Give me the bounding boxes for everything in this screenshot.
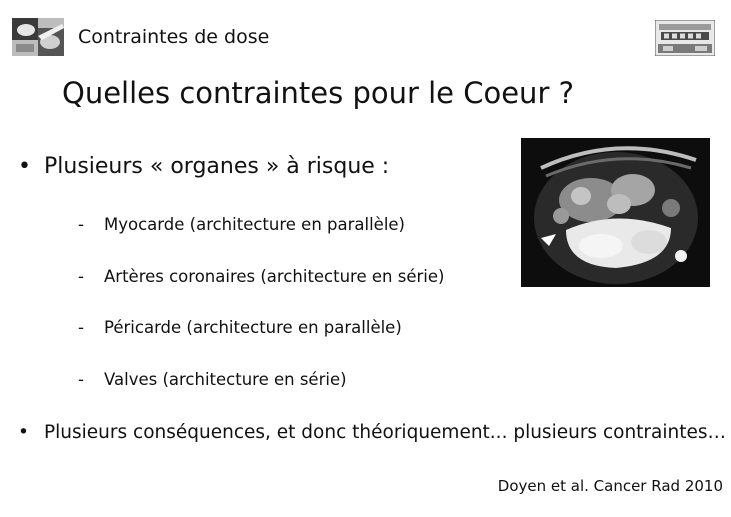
logo-left-image xyxy=(12,18,64,56)
bullet-text: Plusieurs « organes » à risque : xyxy=(44,154,390,179)
slide-title: Quelles contraintes pour le Coeur ? xyxy=(62,76,574,110)
sub-item-arteres xyxy=(78,267,445,286)
citation: Doyen et al. Cancer Rad 2010 xyxy=(497,477,723,495)
sub-item-text: Péricarde (architecture en parallèle) xyxy=(104,318,402,337)
sub-item-valves xyxy=(78,370,347,389)
bullet-item xyxy=(18,154,390,179)
sub-item-myocarde xyxy=(78,215,405,234)
sub-item-text: Artères coronaires (architecture en série) xyxy=(104,267,445,286)
bullet-text: Plusieurs conséquences, et donc théoriquement... plusieurs contraintes… xyxy=(44,422,726,443)
dash-icon: - xyxy=(78,370,84,389)
sub-item-text: Myocarde (architecture en parallèle) xyxy=(104,215,405,234)
logo-right-image xyxy=(655,20,715,56)
bullet-item xyxy=(18,422,726,443)
dash-icon: - xyxy=(78,215,84,234)
sub-item-text: Valves (architecture en série) xyxy=(104,370,347,389)
dash-icon: - xyxy=(78,267,84,286)
dash-icon: - xyxy=(78,318,84,337)
bullet-dot-icon: • xyxy=(18,154,31,179)
sub-item-pericarde xyxy=(78,318,402,337)
cardiac-ct-image xyxy=(521,138,710,287)
header-title: Contraintes de dose xyxy=(78,26,270,48)
bullet-dot-icon: • xyxy=(18,422,29,443)
